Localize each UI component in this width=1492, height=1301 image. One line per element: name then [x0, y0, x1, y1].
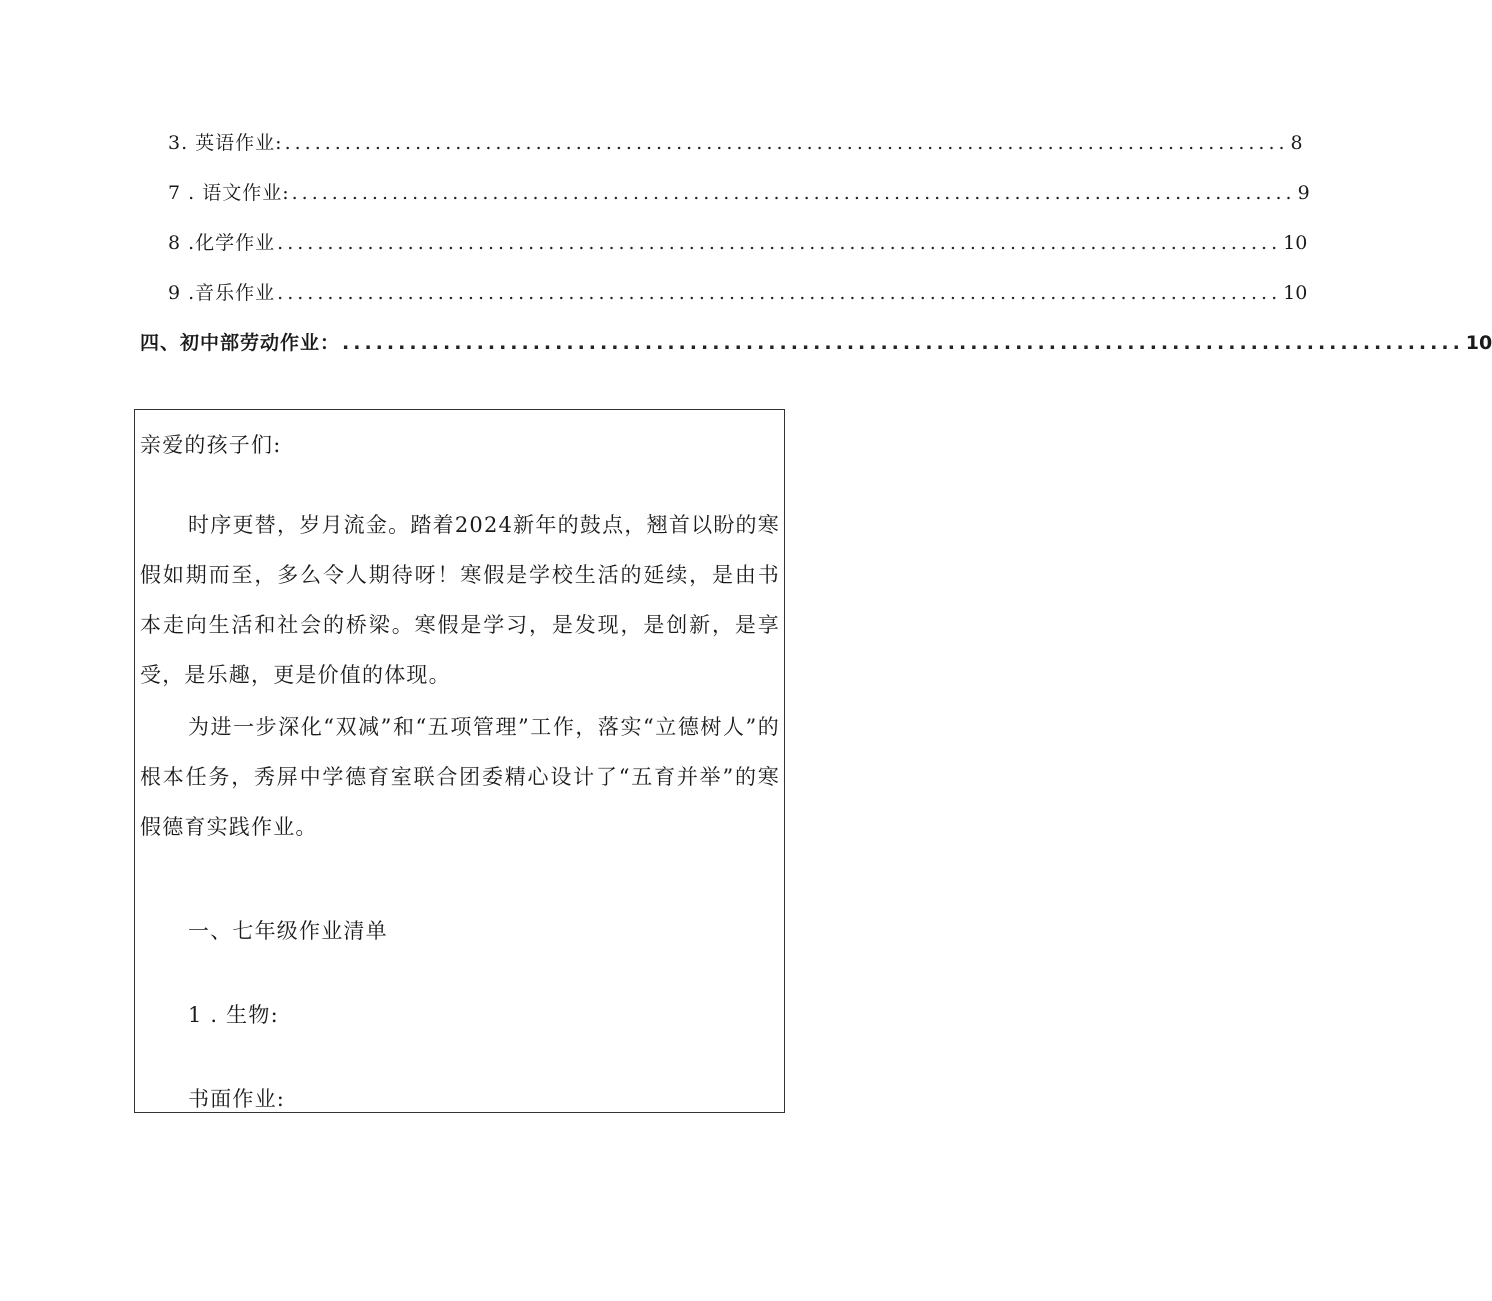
letter-paragraph-purpose: 为进一步深化“双减”和“五项管理”工作，落实“立德树人”的根本任务，秀屏中学德育室联合团委精心设计了“五育并举”的寒假德育实践作业。: [140, 715, 780, 839]
toc-label: 9 .音乐作业: [168, 282, 276, 304]
toc-leader-dots: ....................................................................................................: [284, 132, 1289, 154]
toc-page-number: 9: [1297, 182, 1310, 204]
toc-page-number: 10: [1283, 232, 1308, 254]
toc-entry-music[interactable]: [168, 278, 1308, 305]
toc-page-number: 10: [1283, 282, 1308, 304]
toc-entry-labor[interactable]: [140, 328, 1492, 355]
letter-box: [134, 409, 785, 1113]
toc-page-number: 10: [1465, 332, 1492, 354]
toc-label: 7 . 语文作业:: [168, 182, 290, 204]
toc-label: 3. 英语作业:: [168, 132, 283, 154]
toc-leader-dots: ....................................................................................................: [291, 182, 1296, 204]
toc-page-number: 8: [1290, 132, 1303, 154]
letter-salutation: 亲爱的孩子们:: [140, 433, 282, 457]
toc-leader-dots: ....................................................................................................: [277, 232, 1282, 254]
toc-entry-chinese[interactable]: [168, 178, 1310, 205]
toc-label: 四、初中部劳动作业：: [140, 332, 341, 354]
toc-entry-chemistry[interactable]: [168, 228, 1308, 255]
toc-leader-dots: ....................................................................................................: [277, 282, 1282, 304]
toc-entry-english[interactable]: [168, 128, 1303, 155]
letter-paragraph-intro: 时序更替，岁月流金。踏着2024新年的鼓点，翘首以盼的寒假如期而至，多么令人期待呀！寒假是学校生活的延续，是由书本走向生活和社会的桥梁。寒假是学习，是发现，是创新，是享受，是乐趣，更是价值的体现。: [140, 513, 780, 687]
section-heading: 一、七年级作业清单: [188, 919, 388, 943]
sub-heading: 书面作业:: [188, 1087, 286, 1111]
item-heading: 1 . 生物:: [188, 1003, 279, 1027]
toc-leader-dots: ....................................................................................................: [342, 332, 1464, 354]
toc-label: 8 .化学作业: [168, 232, 276, 254]
